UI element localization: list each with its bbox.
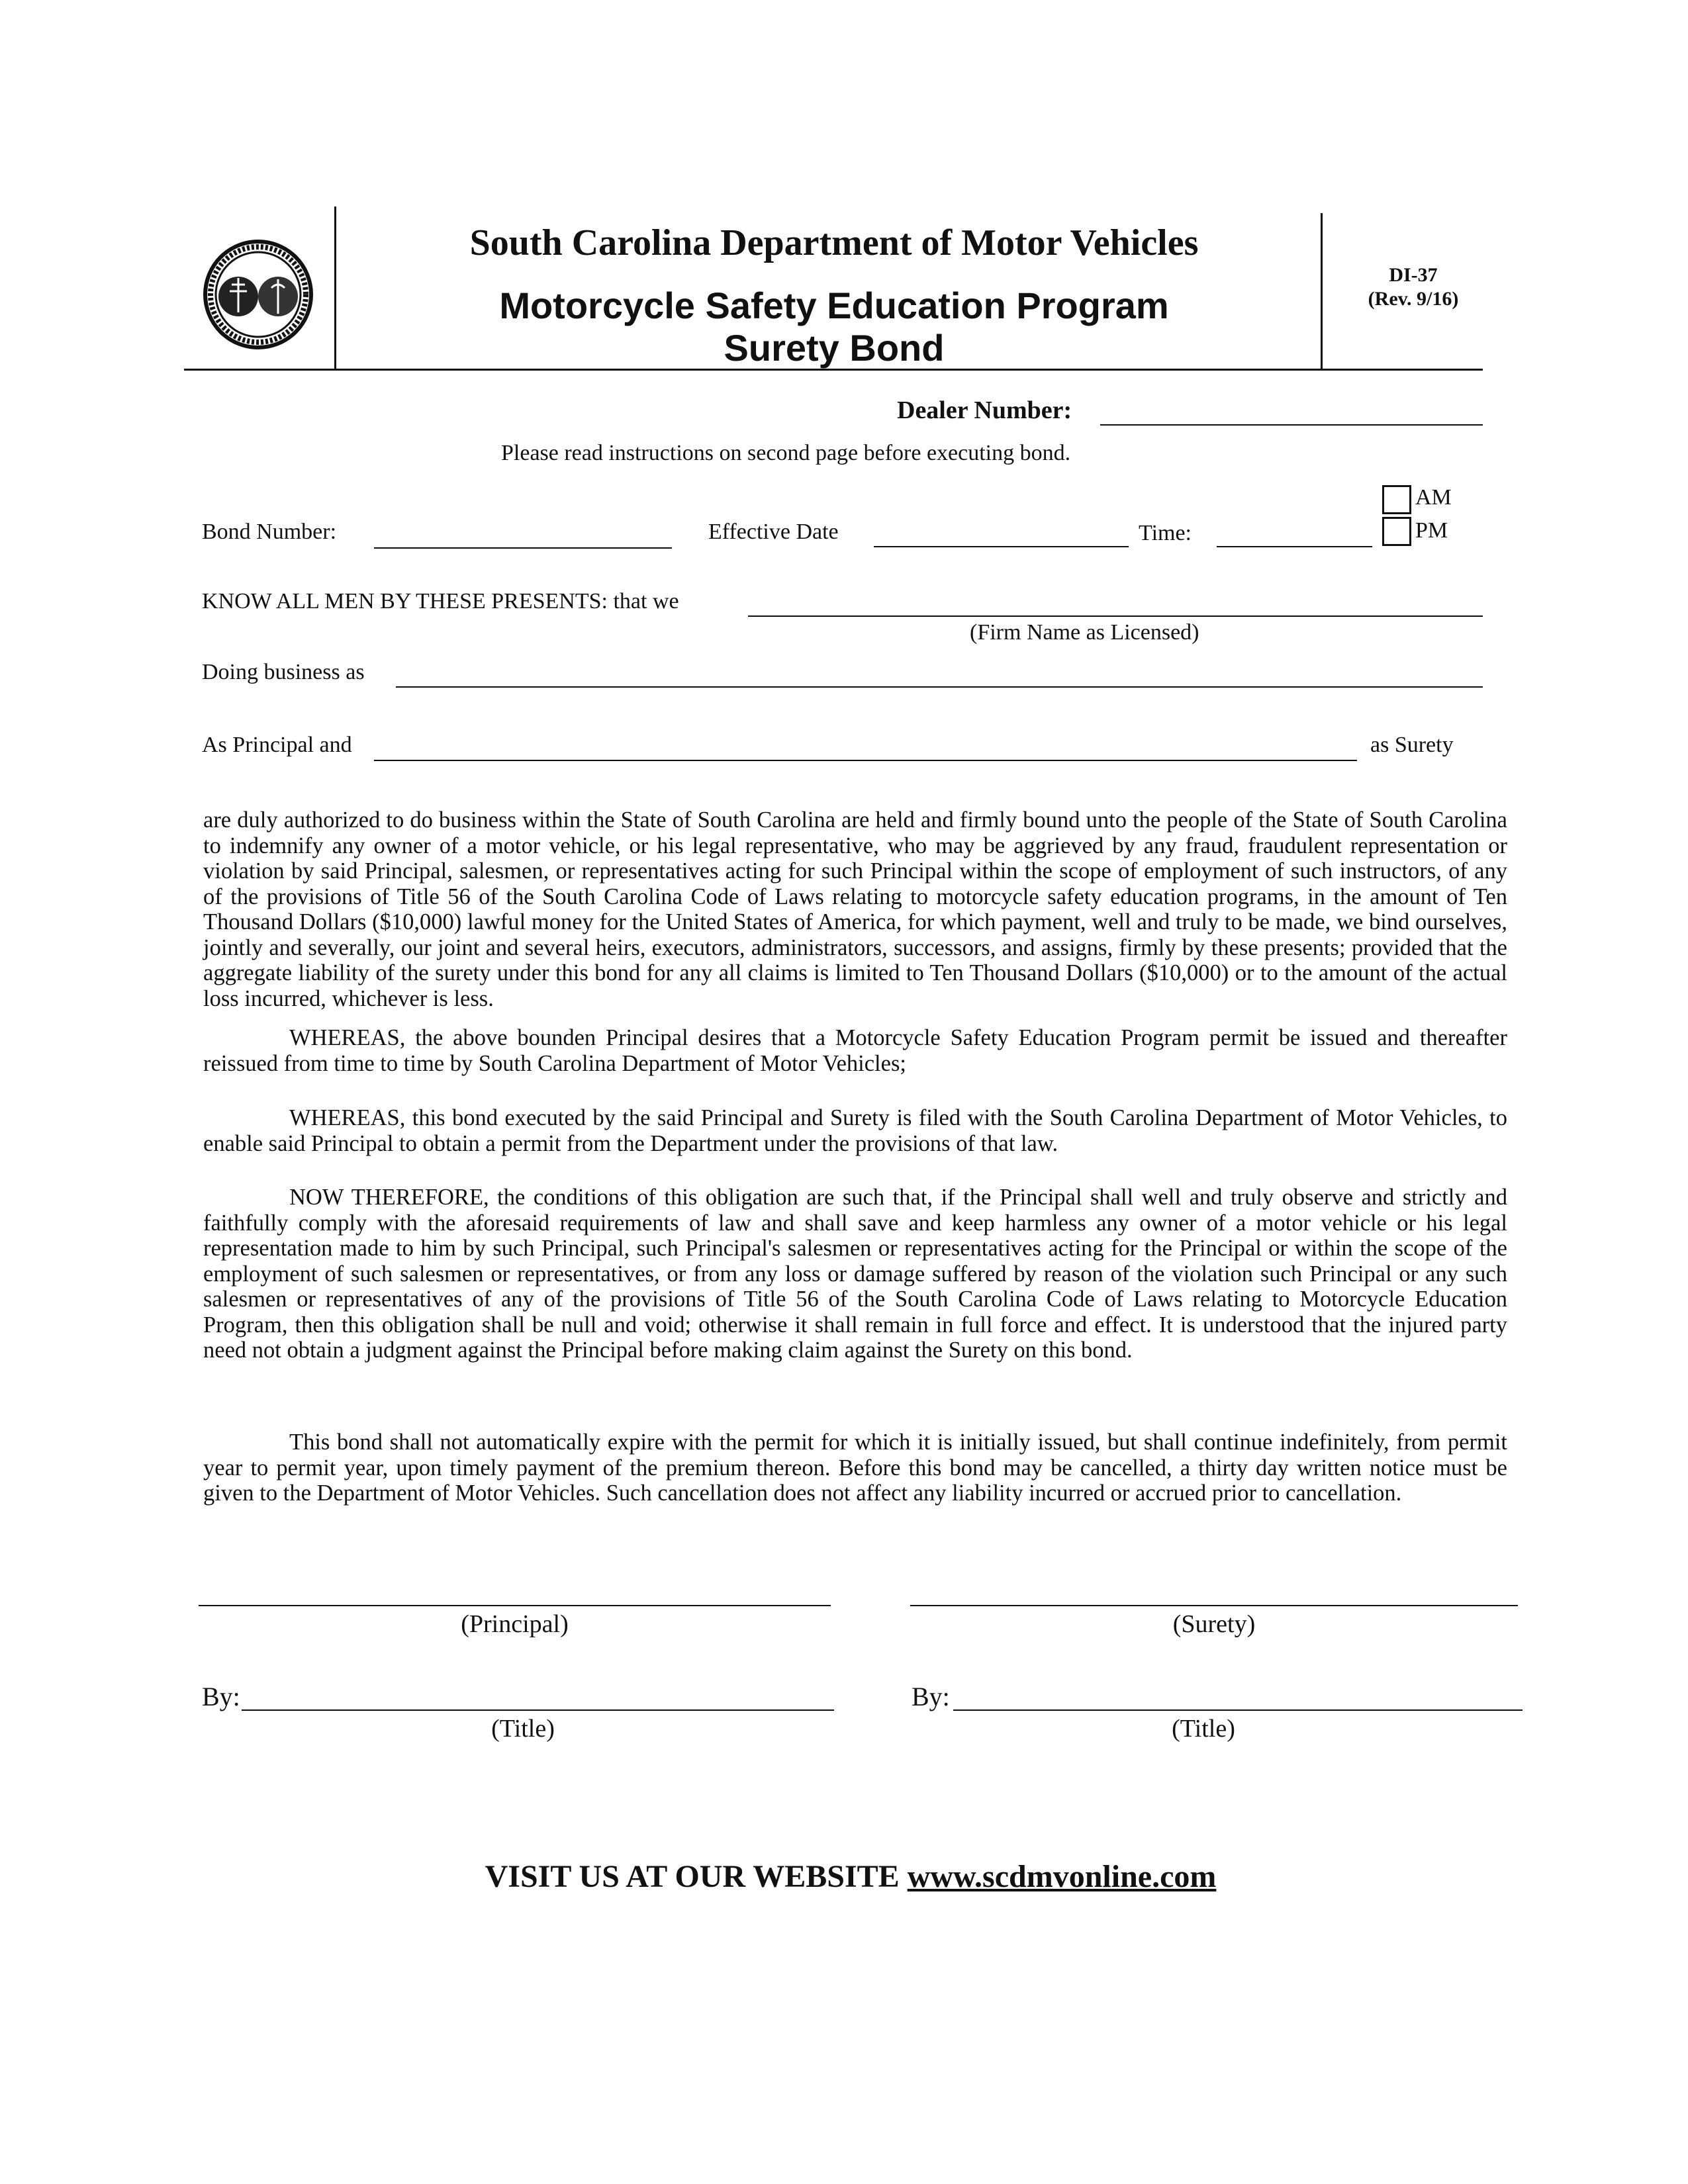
principal-caption: (Principal): [461, 1610, 569, 1638]
state-seal-logo: [202, 238, 314, 351]
bond-number-field[interactable]: [374, 547, 672, 549]
doing-business-as-field[interactable]: [396, 686, 1483, 688]
form-title: [344, 285, 1324, 369]
as-surety-label: as Surety: [1370, 733, 1454, 757]
doing-business-as-label: Doing business as: [202, 660, 365, 684]
dealer-number-field[interactable]: [1100, 424, 1483, 426]
principal-signature-field[interactable]: [199, 1605, 831, 1606]
agency-title: South Carolina Department of Motor Vehicles: [469, 222, 1199, 263]
surety-by-field[interactable]: [953, 1709, 1523, 1711]
principal-by-label: By:: [202, 1682, 240, 1711]
effective-date-label: Effective Date: [708, 520, 839, 544]
pm-label: PM: [1415, 518, 1448, 543]
website-link[interactable]: www.scdmvonline.com: [907, 1859, 1217, 1894]
know-all-men-label: KNOW ALL MEN BY THESE PRESENTS: that we: [202, 589, 679, 614]
form-title-line1: Motorcycle Safety Education Program: [499, 285, 1169, 326]
pm-checkbox[interactable]: [1382, 517, 1411, 546]
bond-paragraph-5: This bond shall not automatically expire with the permit for which it is initially issued, but shall continue indefinitely, from permit year to permit year, upon timely payment of the premium thereon. Before this bond may be cancelled, a thirty day written notice must be given to the Department of Motor Vehicles. Such cancellation does not affect any liability incurred or accrued prior to cancellation.: [203, 1430, 1507, 1506]
form-number-block: [1331, 263, 1496, 311]
am-checkbox[interactable]: [1382, 485, 1411, 514]
firm-name-field[interactable]: [748, 615, 1483, 617]
website-footer: [199, 1858, 1503, 1895]
principal-label: As Principal and: [202, 733, 352, 757]
bond-paragraph-1: are duly authorized to do business within the State of South Carolina are held and firmly bound unto the people of the State of South Carolina to indemnify any owner of a motor vehicle, or his legal representative, who may be aggrieved by any fraud, fraudulent representation or violation by said Principal, salesmen, or representatives acting for such Principal within the scope of employment of such instructors, of any of the provisions of Title 56 of the South Carolina Code of Laws relating to motorcycle safety education programs, in the amount of Ten Thousand Dollars ($10,000) lawful money for the United States of America, for which payment, well and truly to be made, we bind ourselves, jointly and severally, our joint and several heirs, executors, administrators, successors, and assigns, firmly by these presents; provided that the aggregate liability of the surety under this bond for any all claims is limited to Ten Thousand Dollars ($10,000) or to the amount of the actual loss incurred, whichever is less.: [203, 807, 1507, 1011]
surety-signature-field[interactable]: [910, 1605, 1518, 1606]
form-title-line2: Surety Bond: [724, 327, 945, 369]
surety-name-field[interactable]: [374, 760, 1357, 761]
bond-number-label: Bond Number:: [202, 520, 337, 544]
bond-paragraph-4: NOW THEREFORE, the conditions of this obligation are such that, if the Principal shall well and truly observe and strictly and faithfully comply with the aforesaid requirements of law and shall save and keep harmless any owner of a motor vehicle or his legal representation made to him by such Principal, such Principal's salesmen or representatives acting for the Principal or within the scope of the employment of such salesmen or representatives, or from any loss or damage suffered by reason of the violation such Principal or any such salesmen or representatives of any of the provisions of Title 56 of the South Carolina Code of Laws relating to Motorcycle Education Program, then this obligation shall be null and void; otherwise it shall remain in full force and effect. It is understood that the injured party need not obtain a judgment against the Principal before making claim against the Surety on this bond.: [203, 1185, 1507, 1363]
time-field[interactable]: [1217, 546, 1372, 547]
surety-caption: (Surety): [1172, 1610, 1256, 1638]
time-label: Time:: [1139, 521, 1192, 545]
principal-title-caption: (Title): [491, 1715, 555, 1743]
bond-paragraph-2: WHEREAS, the above bounden Principal desires that a Motorcycle Safety Education Program permit be issued and thereafter reissued from time to time by South Carolina Department of Motor Vehicles;: [203, 1025, 1507, 1076]
firm-name-caption: (Firm Name as Licensed): [970, 620, 1199, 645]
website-prefix: VISIT US AT OUR WEBSITE: [485, 1859, 900, 1894]
form-number: DI-37: [1389, 264, 1438, 286]
dealer-number-label: Dealer Number:: [897, 396, 1072, 424]
form-revision: (Rev. 9/16): [1368, 288, 1459, 310]
bond-paragraph-3: WHEREAS, this bond executed by the said Principal and Surety is filed with the South Carolina Department of Motor Vehicles, to enable said Principal to obtain a permit from the Department under the provisions of that law.: [203, 1105, 1507, 1156]
surety-by-label: By:: [912, 1682, 950, 1711]
instructions-note: Please read instructions on second page before executing bond.: [501, 441, 1071, 465]
am-label: AM: [1415, 485, 1452, 510]
surety-title-caption: (Title): [1172, 1715, 1235, 1743]
effective-date-field[interactable]: [874, 546, 1129, 547]
principal-by-field[interactable]: [242, 1709, 834, 1711]
